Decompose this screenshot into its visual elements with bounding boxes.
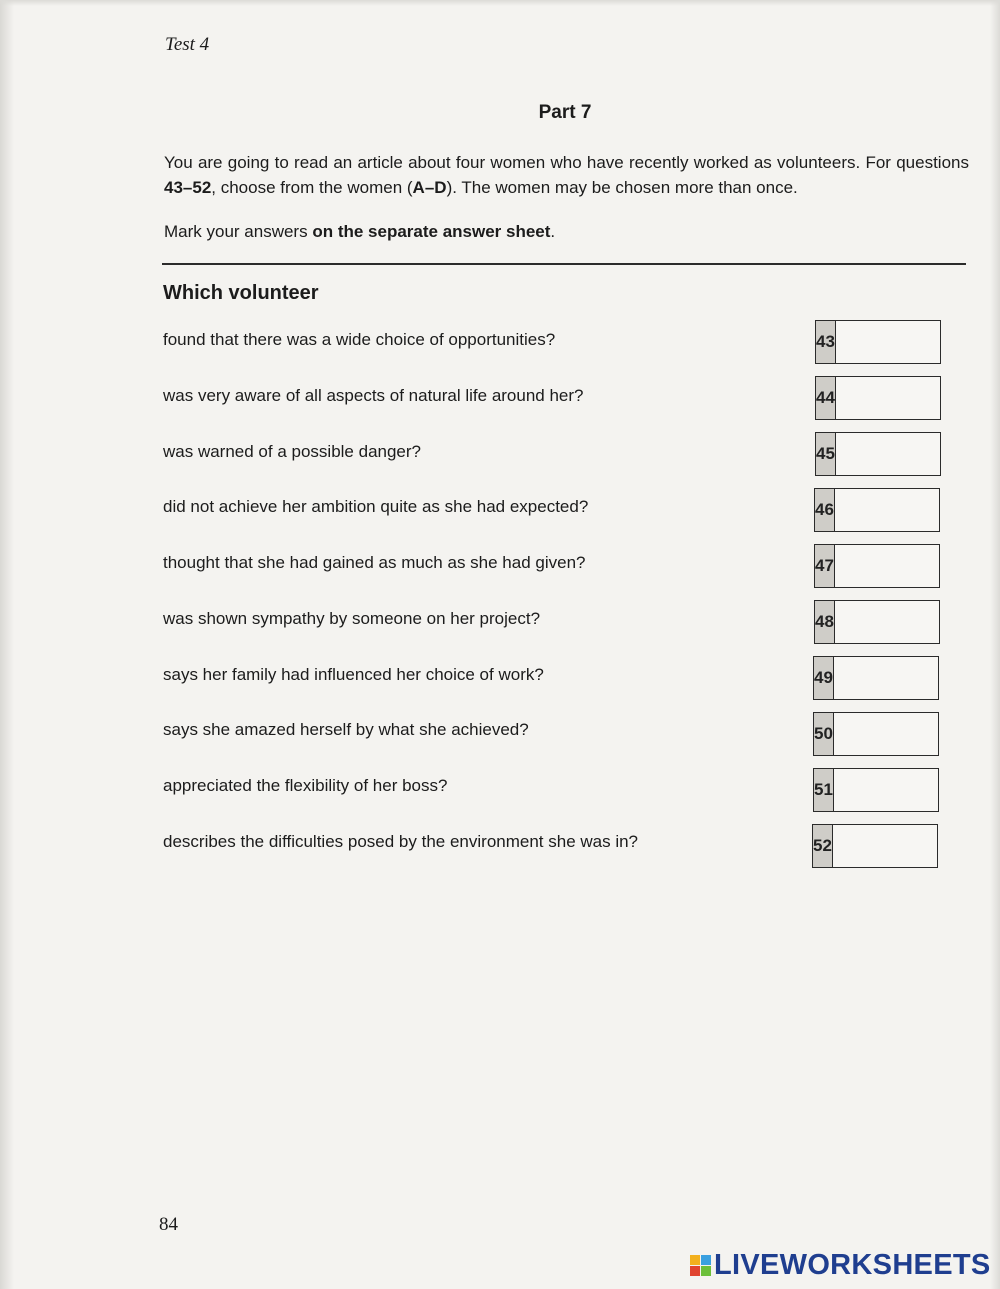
liveworksheets-watermark (690, 1249, 991, 1282)
liveworksheets-logo-icon (690, 1255, 711, 1276)
part-title: Part 7 (538, 102, 592, 123)
answer-box-46 (814, 488, 940, 532)
answer-input-44[interactable] (836, 377, 1000, 419)
page-edge-shadow-left (0, 0, 14, 1289)
page-number: 84 (159, 1214, 178, 1235)
answer-box-50 (813, 712, 939, 756)
answer-input-50[interactable] (834, 713, 1000, 755)
question-number: 43 (816, 321, 836, 363)
question-47-text: thought that she had gained as much as she had given? (163, 553, 586, 572)
section-heading: Which volunteer (163, 282, 319, 304)
answer-input-48[interactable] (835, 601, 1000, 643)
question-number: 48 (815, 601, 835, 643)
question-number: 49 (814, 657, 834, 699)
answer-sheet-instruction (164, 222, 555, 242)
answer-input-49[interactable] (834, 657, 1000, 699)
answer-box-44 (815, 376, 941, 420)
question-49-text: says her family had influenced her choice of work? (163, 665, 544, 684)
question-51-text: appreciated the flexibility of her boss? (163, 776, 448, 795)
question-43-text: found that there was a wide choice of opportunities? (163, 330, 556, 349)
instructions (164, 150, 969, 200)
answer-box-43 (815, 320, 941, 364)
watermark-text: LIVEWORKSHEETS (714, 1249, 991, 1281)
answer-input-46[interactable] (835, 489, 1000, 531)
answer-box-48 (814, 600, 940, 644)
answer-box-49 (813, 656, 939, 700)
answer-box-51 (813, 768, 939, 812)
answer-box-45 (815, 432, 941, 476)
mark-text: Mark your answers (164, 222, 313, 241)
question-range: 43–52 (164, 178, 212, 197)
instructions-text: , choose from the women ( (211, 178, 413, 197)
letter-range: A–D (412, 178, 447, 197)
answer-input-45[interactable] (836, 433, 1000, 475)
question-number: 44 (816, 377, 836, 419)
question-52-text: describes the difficulties posed by the environment she was in? (163, 832, 639, 851)
answer-input-47[interactable] (835, 545, 1000, 587)
divider-rule (162, 263, 966, 265)
page-edge-shadow-top (0, 0, 1000, 6)
instructions-text: ). The women may be chosen more than once. (446, 178, 798, 197)
question-44-text: was very aware of all aspects of natural life around her? (163, 386, 584, 405)
question-number: 52 (813, 825, 833, 867)
answer-sheet-emphasis: on the separate answer sheet (312, 222, 551, 241)
question-46-text: did not achieve her ambition quite as she had expected? (163, 497, 589, 516)
answer-input-43[interactable] (836, 321, 1000, 363)
question-number: 47 (815, 545, 835, 587)
answer-box-47 (814, 544, 940, 588)
page-edge-shadow-right (990, 0, 1000, 1289)
question-number: 45 (816, 433, 836, 475)
question-48-text: was shown sympathy by someone on her project? (163, 609, 541, 628)
question-number: 51 (814, 769, 834, 811)
running-head: Test 4 (165, 34, 210, 55)
question-number: 50 (814, 713, 834, 755)
question-45-text: was warned of a possible danger? (163, 442, 421, 461)
answer-input-51[interactable] (834, 769, 1000, 811)
instructions-text: You are going to read an article about four women who have recently worked as volunteers. For questions (164, 153, 969, 172)
question-50-text: says she amazed herself by what she achieved? (163, 720, 529, 739)
question-number: 46 (815, 489, 835, 531)
answer-box-52 (812, 824, 938, 868)
mark-text-end: . (550, 222, 556, 241)
answer-input-52[interactable] (833, 825, 1000, 867)
